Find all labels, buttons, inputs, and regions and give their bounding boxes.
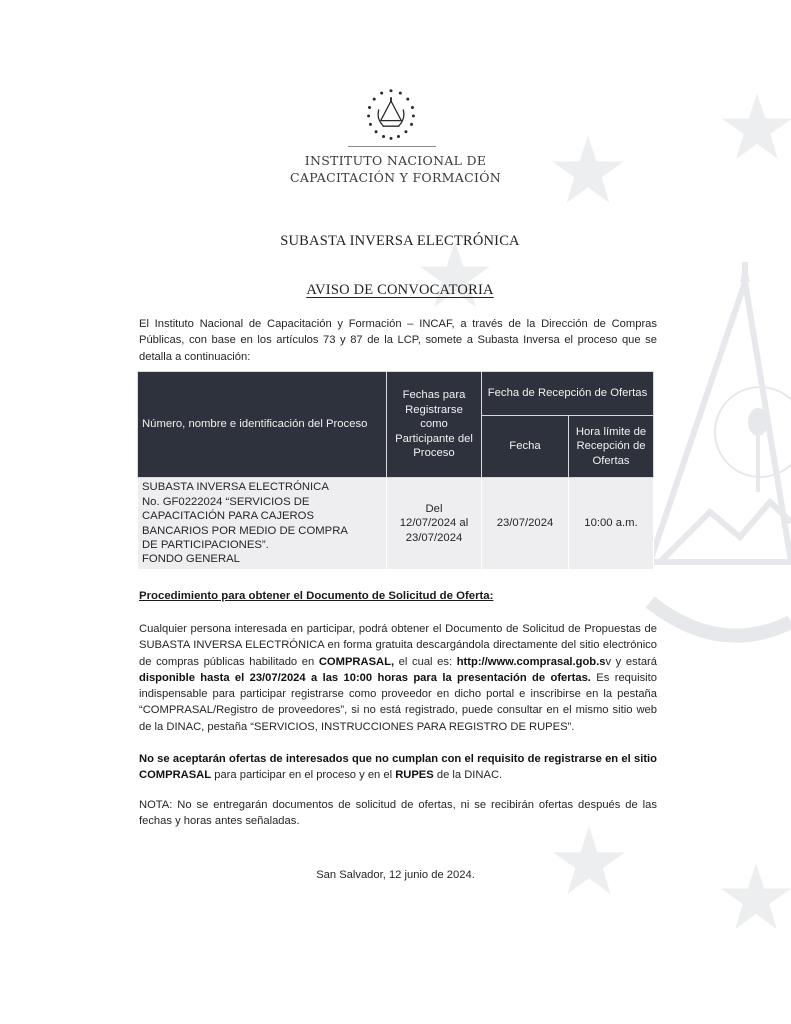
- place-and-date: San Salvador, 12 junio de 2024.: [316, 869, 475, 881]
- coat-of-arms-with-stars-icon: [363, 87, 419, 143]
- comprasal-link[interactable]: http://www.comprasal.gob.s: [456, 655, 606, 668]
- document-subtitle: AVISO DE CONVOCATORIA: [306, 282, 494, 298]
- header-reception-time: Hora límite de Recepción de Ofertas: [569, 416, 654, 478]
- header-registration-dates: Fechas para Registrarse como Participante del Proceso: [387, 372, 482, 478]
- document-title: SUBASTA INVERSA ELECTRÓNICA: [280, 233, 520, 249]
- institution-name-line2: CAPACITACIÓN Y FORMACIÓN: [290, 170, 501, 185]
- process-table: [137, 371, 654, 570]
- reception-time-cell: 10:00 a.m.: [569, 478, 654, 570]
- intro-paragraph: El Instituto Nacional de Capacitación y Formación – INCAF, a través de la Dirección de Compras Públicas, con base en los artículos 73 y 87 de la LCP, somete a Subasta Inversa el proceso que se detalla a continuación:: [139, 318, 657, 363]
- requirement-paragraph: No se aceptarán ofertas de interesados que no cumplan con el requisito de registrarse en el sitio COMPRASAL para participar en el proceso y en el RUPES de la DINAC.: [139, 753, 657, 782]
- header-process: Número, nombre e identificación del Proceso: [138, 372, 387, 478]
- header-reception-date: Fecha: [482, 416, 569, 478]
- procedure-paragraph: Cualquier persona interesada en participar, podrá obtener el Documento de Solicitud de Propuestas de SUBASTA INVERSA ELECTRÓNICA en forma gratuita descargándola directamente del sitio electrónico de compras públicas habilitado en COMPRASAL, el cual es: http://www.comprasal.gob.sv y estará disponible hasta el 23/07/2024 a las 10:00 horas para la presentación de ofertas. Es requisito indispensable para participar registrarse como proveedor en dicho portal e inscribirse en la pestaña “COMPRASAL/Registro de proveedores”, si no está registrado, puede consultar en el mismo sitio web de la DINAC, pestaña “SERVICIOS, INSTRUCCIONES PARA REGISTRO DE RUPES”.: [139, 623, 657, 733]
- table-row: [138, 478, 654, 570]
- header-reception-group: Fecha de Recepción de Ofertas: [482, 372, 654, 416]
- note-paragraph: NOTA: No se entregarán documentos de solicitud de ofertas, ni se recibirán ofertas después de las fechas y horas antes señaladas.: [139, 799, 657, 828]
- registration-dates-cell: Del 12/07/2024 al 23/07/2024: [387, 478, 482, 570]
- procedure-heading: Procedimiento para obtener el Documento de Solicitud de Oferta:: [139, 590, 494, 602]
- institution-name-line1: INSTITUTO NACIONAL DE: [304, 153, 487, 168]
- logo-divider: [348, 146, 436, 147]
- process-description-cell: SUBASTA INVERSA ELECTRÓNICA No. GF0222024 “SERVICIOS DE CAPACITACIÓN PARA CAJEROS BANCARIOS POR MEDIO DE COMPRA DE PARTICIPACIONES”. FONDO GENERAL: [138, 478, 387, 570]
- reception-date-cell: 23/07/2024: [482, 478, 569, 570]
